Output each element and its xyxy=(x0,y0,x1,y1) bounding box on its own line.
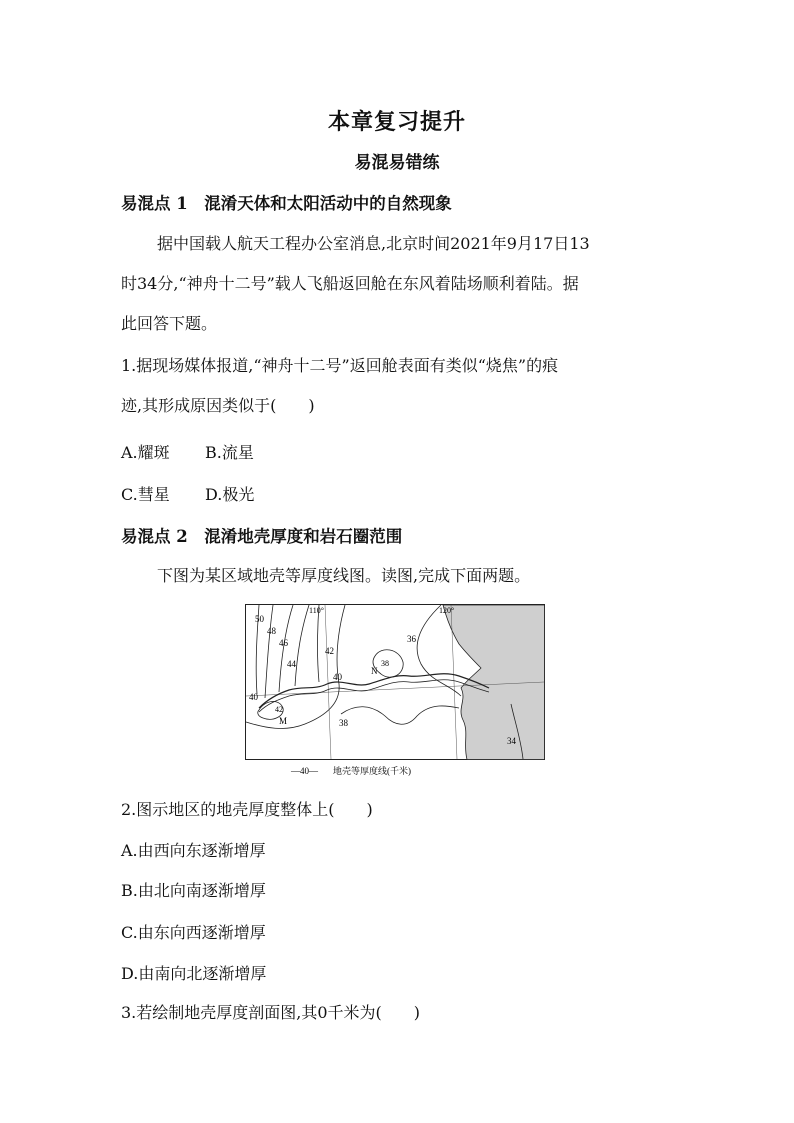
option-1c[interactable]: C.彗星 xyxy=(121,485,170,504)
section-heading-2: 易混点 2 混淆地壳厚度和岩石圈范围 xyxy=(121,527,403,546)
contour-label-48: 48 xyxy=(267,626,276,636)
contour-label-50: 50 xyxy=(255,614,264,624)
option-1d[interactable]: D.极光 xyxy=(205,485,255,504)
page-subtitle: 易混易错练 xyxy=(354,153,440,173)
intro-1-line-2: 时34分,“神舟十二号”载人飞船返回舱在东风着陆场顺利着陆。据 xyxy=(121,274,579,293)
contour-label-36: 36 xyxy=(407,634,416,644)
page-title: 本章复习提升 xyxy=(327,109,466,135)
contour-label-42-m: 42 xyxy=(275,705,283,714)
contour-label-40-west: 40 xyxy=(249,692,258,702)
question-1-line-2: 迹,其形成原因类似于( ) xyxy=(121,396,315,415)
contour-label-42: 42 xyxy=(325,646,334,656)
contour-label-44: 44 xyxy=(287,659,296,669)
question-3 xyxy=(121,993,681,1033)
option-1a[interactable]: A.耀斑 xyxy=(121,443,170,462)
option-2a[interactable]: A.由西向东逐渐增厚 xyxy=(121,841,266,860)
option-2b[interactable]: B.由北向南逐渐增厚 xyxy=(121,881,266,900)
contour-label-34: 34 xyxy=(507,736,516,746)
legend-symbol: —40— xyxy=(291,766,318,776)
point-label-n: N xyxy=(371,666,378,676)
intro-paragraph-1 xyxy=(121,224,677,344)
question-1-options-row-2 xyxy=(121,482,254,505)
option-2c[interactable]: C.由东向西逐渐增厚 xyxy=(121,923,266,942)
contour-label-38: 38 xyxy=(339,718,348,728)
question-1-line-1: 1.据现场媒体报道,“神舟十二号”返回舱表面有类似“烧焦”的痕 xyxy=(121,356,559,375)
longitude-label-120: 120° xyxy=(439,606,455,615)
crust-thickness-map xyxy=(245,604,545,780)
question-1-options-row-1 xyxy=(121,440,254,463)
question-1 xyxy=(121,346,681,426)
option-1b[interactable]: B.流星 xyxy=(205,443,254,462)
longitude-label-110: 110° xyxy=(309,606,324,615)
question-2-text: 2.图示地区的地壳厚度整体上( ) xyxy=(121,800,373,819)
contour-label-46: 46 xyxy=(279,638,288,648)
legend-text: 地壳等厚度线(千米) xyxy=(333,766,411,776)
question-2 xyxy=(121,790,681,830)
option-2d[interactable]: D.由南向北逐渐增厚 xyxy=(121,964,267,983)
question-3-text: 3.若绘制地壳厚度剖面图,其0千米为( ) xyxy=(121,1003,421,1022)
intro-1-line-3: 此回答下题。 xyxy=(121,314,218,333)
intro-2-line-1: 下图为某区域地壳等厚度线图。读图,完成下面两题。 xyxy=(157,566,531,585)
point-label-m: M xyxy=(279,716,288,726)
contour-label-38-n: 38 xyxy=(381,659,389,668)
intro-paragraph-2 xyxy=(121,556,677,596)
section-heading-1: 易混点 1 混淆天体和太阳活动中的自然现象 xyxy=(121,194,452,213)
contour-label-40: 40 xyxy=(333,672,342,682)
intro-1-line-1: 据中国载人航天工程办公室消息,北京时间2021年9月17日13 xyxy=(157,234,590,253)
